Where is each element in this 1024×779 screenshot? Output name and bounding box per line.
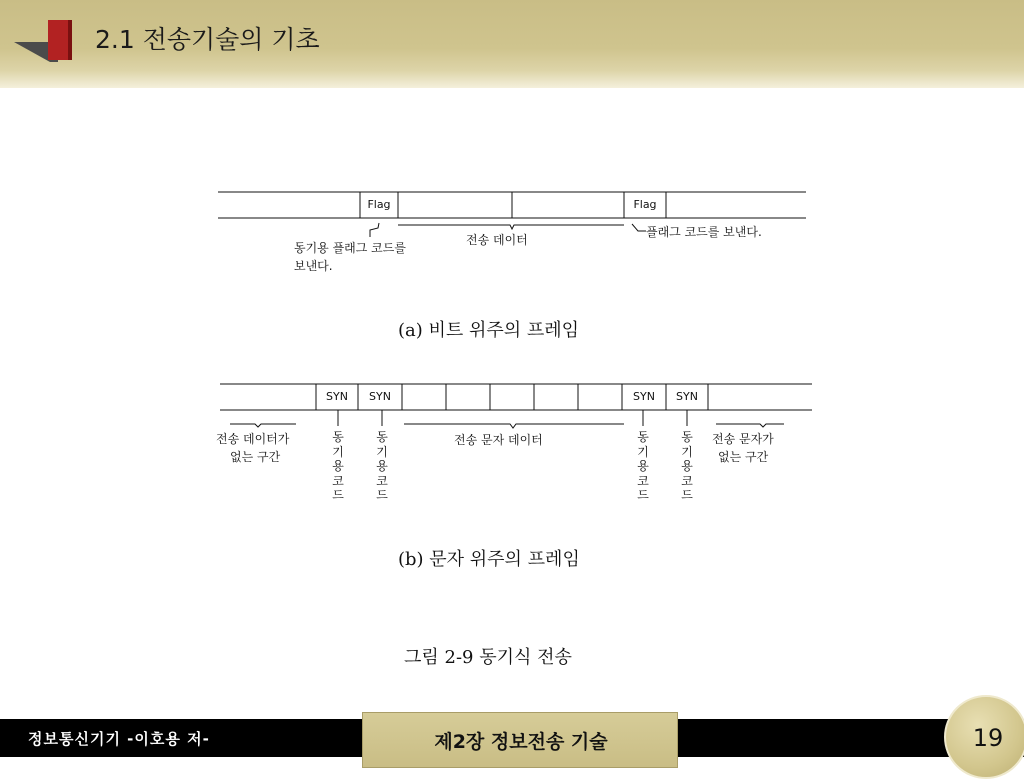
- page-number-badge: [944, 695, 1024, 779]
- idle-left-line-1: 전송 데이터가: [216, 432, 290, 446]
- idle-right-line-1: 전송 문자가: [712, 432, 774, 446]
- sync-code-label-4: 동기용코드: [681, 430, 693, 502]
- transmit-data-label: 전송 데이터: [466, 233, 528, 247]
- flag-box-1: Flag: [367, 198, 391, 211]
- sync-code-label-2: 동기용코드: [376, 430, 388, 502]
- syn-box-1: SYN: [326, 390, 348, 403]
- caption-a: (a) 비트 위주의 프레임: [398, 320, 580, 341]
- slide-title: 2.1 전송기술의 기초: [95, 25, 320, 54]
- caption-b: (b) 문자 위주의 프레임: [398, 549, 580, 570]
- idle-right-line-2: 없는 구간: [718, 450, 769, 464]
- syn-box-2: SYN: [369, 390, 391, 403]
- flag-box-2: Flag: [633, 198, 657, 211]
- page-number: 19: [972, 724, 1004, 752]
- sync-flag-note-line-2: 보낸다.: [294, 259, 333, 273]
- flag-end-note: 플래그 코드를 보낸다.: [646, 225, 762, 239]
- chapter-label: 제2장 정보전송 기술: [434, 731, 608, 753]
- footer-book-info: 정보통신기기 -이호용 저-: [28, 730, 210, 748]
- chapter-box: [362, 712, 678, 768]
- syn-box-4: SYN: [676, 390, 698, 403]
- syn-box-3: SYN: [633, 390, 655, 403]
- figure-caption: 그림 2-9 동기식 전송: [404, 647, 572, 668]
- sync-code-label-1: 동기용코드: [332, 430, 344, 502]
- sync-code-label-3: 동기용코드: [637, 430, 649, 502]
- sync-flag-note-line-1: 동기용 플래그 코드를: [294, 241, 406, 255]
- idle-left-line-2: 없는 구간: [230, 450, 281, 464]
- char-data-label: 전송 문자 데이터: [454, 433, 543, 447]
